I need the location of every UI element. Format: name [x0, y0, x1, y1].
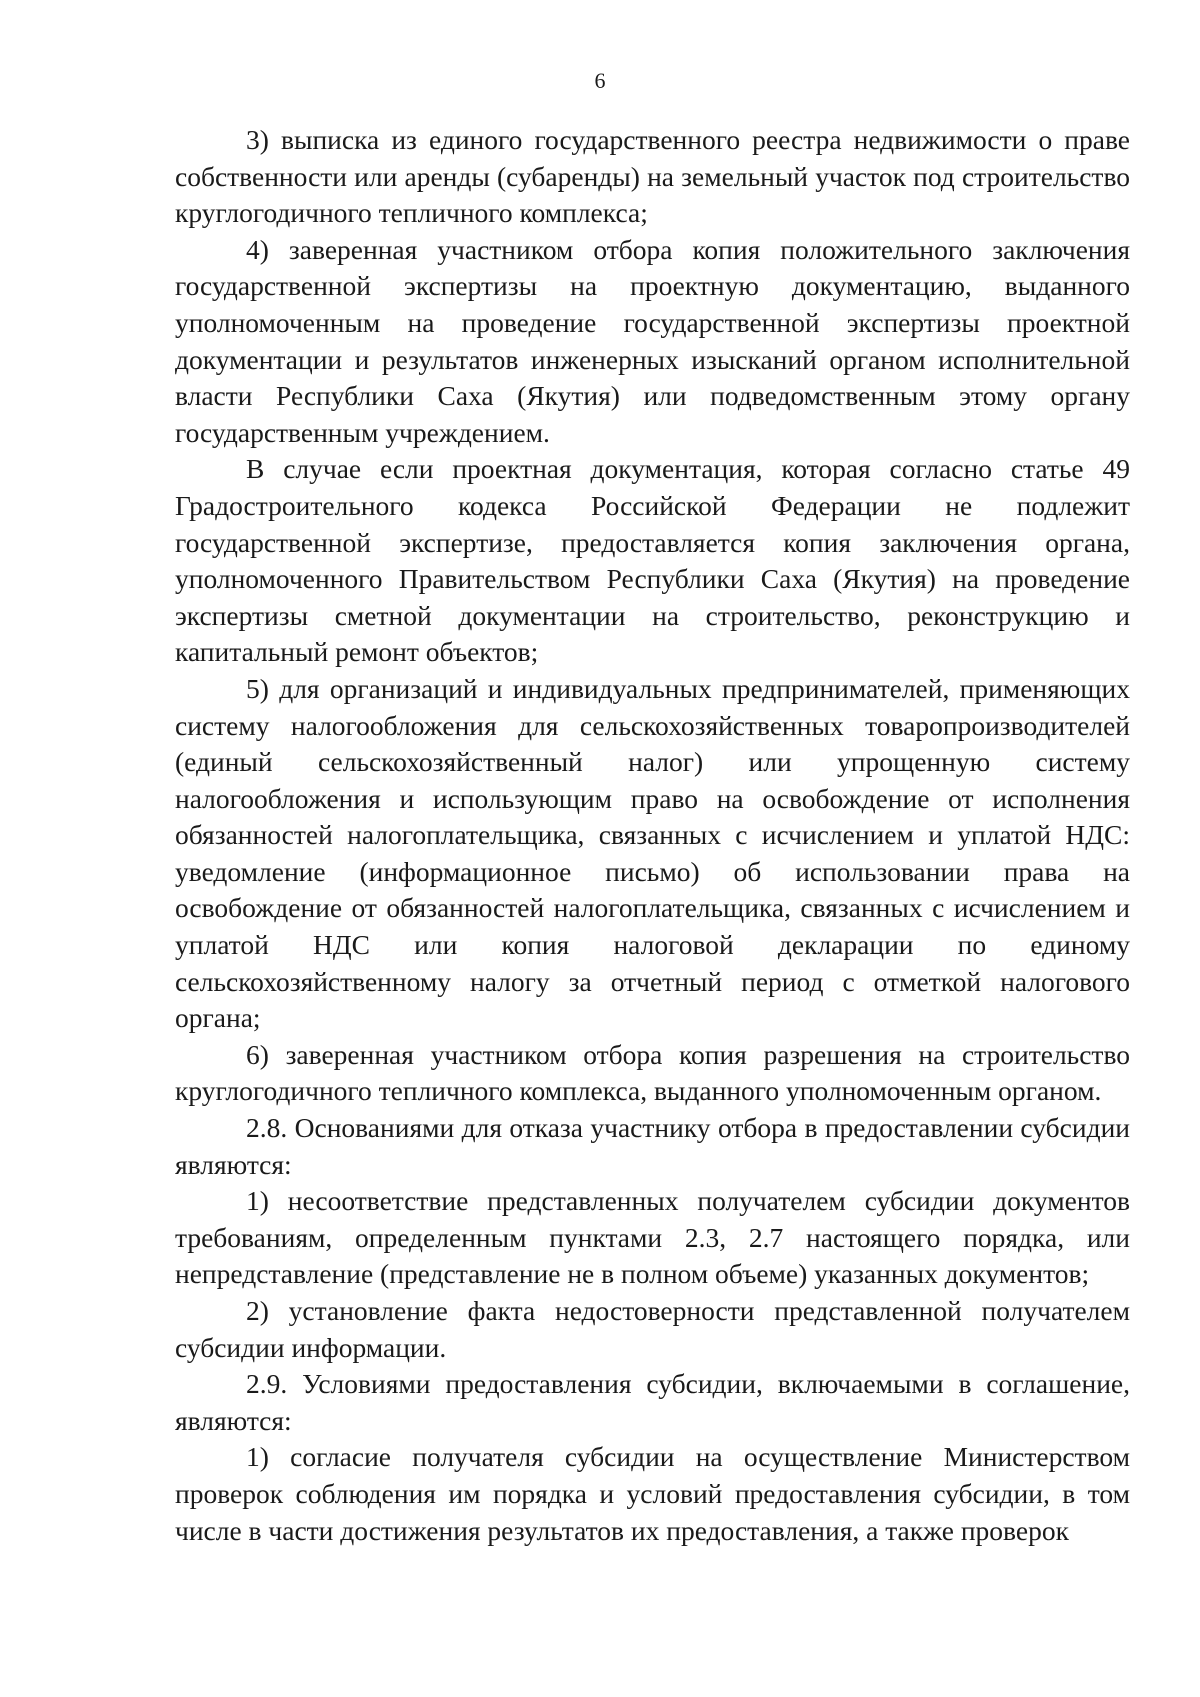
paragraph-item-3-registry-extract: 3) выписка из единого государственного реестра недвижимости о праве собственности или аренды (субаренды) на земельный участок под строительство круглогодичного тепличного комплекса; — [175, 124, 1130, 229]
paragraph-refusal-item-1: 1) несоответствие представленных получателем субсидии документов требованиям, определенным пунктами 2.3, 2.7 настоящего порядка, или непредставление (представление не в полном объеме) указанных документов; — [175, 1185, 1130, 1290]
paragraph-estimate-expertise: В случае если проектная документация, которая согласно статье 49 Градостроительного кодекса Российской Федерации не подлежит государственной экспертизе, предоставляется копия заключения органа, уполномоченного Правительством Республики Саха (Якутия) на проведение экспертизы сметной документации на строительство, реконструкцию и капитальный ремонт объектов; — [175, 453, 1130, 668]
paragraph-item-4-expertise-copy: 4) заверенная участником отбора копия положительного заключения государственной экспертизы на проектную документацию, выданного уполномоченным на проведение государственной экспертизы проектной документации и результатов инженерных изысканий органом исполнительной власти Республики Саха (Якутия) или подведомственным этому органу государственным учреждением. — [175, 233, 1130, 448]
paragraph-condition-item-1: 1) согласие получателя субсидии на осуществление Министерством проверок соблюдения им порядка и условий предоставления субсидии, в том числе в части достижения результатов их предоставления, а также проверок — [175, 1441, 1130, 1546]
paragraph-refusal-item-2: 2) установление факта недостоверности представленной получателем субсидии информации. — [175, 1295, 1130, 1363]
paragraph-2-9-conditions: 2.9. Условиями предоставления субсидии, включаемыми в соглашение, являются: — [175, 1368, 1130, 1436]
paragraph-2-8-refusal-grounds: 2.8. Основаниями для отказа участнику отбора в предоставлении субсидии являются: — [175, 1112, 1130, 1180]
paragraph-item-5-tax-notice: 5) для организаций и индивидуальных предпринимателей, применяющих систему налогообложения для сельскохозяйственных товаропроизводителей (единый сельскохозяйственный налог) или упрощенную систему налогообложения и использующим право на освобождение от исполнения обязанностей налогоплательщика, связанных с исчислением и уплатой НДС: уведомление (информационное письмо) об использовании права на освобождение от обязанностей налогоплательщика, связанных с исчислением и уплатой НДС или копия налоговой декларации по единому сельскохозяйственному налогу за отчетный период с отметкой налогового органа; — [175, 672, 1130, 1034]
paragraph-item-6-building-permit: 6) заверенная участником отбора копия разрешения на строительство круглогодичного тепличного комплекса, выданного уполномоченным органом. — [175, 1038, 1130, 1107]
document-body — [175, 122, 1130, 1549]
page-number: 6 — [594, 68, 606, 93]
